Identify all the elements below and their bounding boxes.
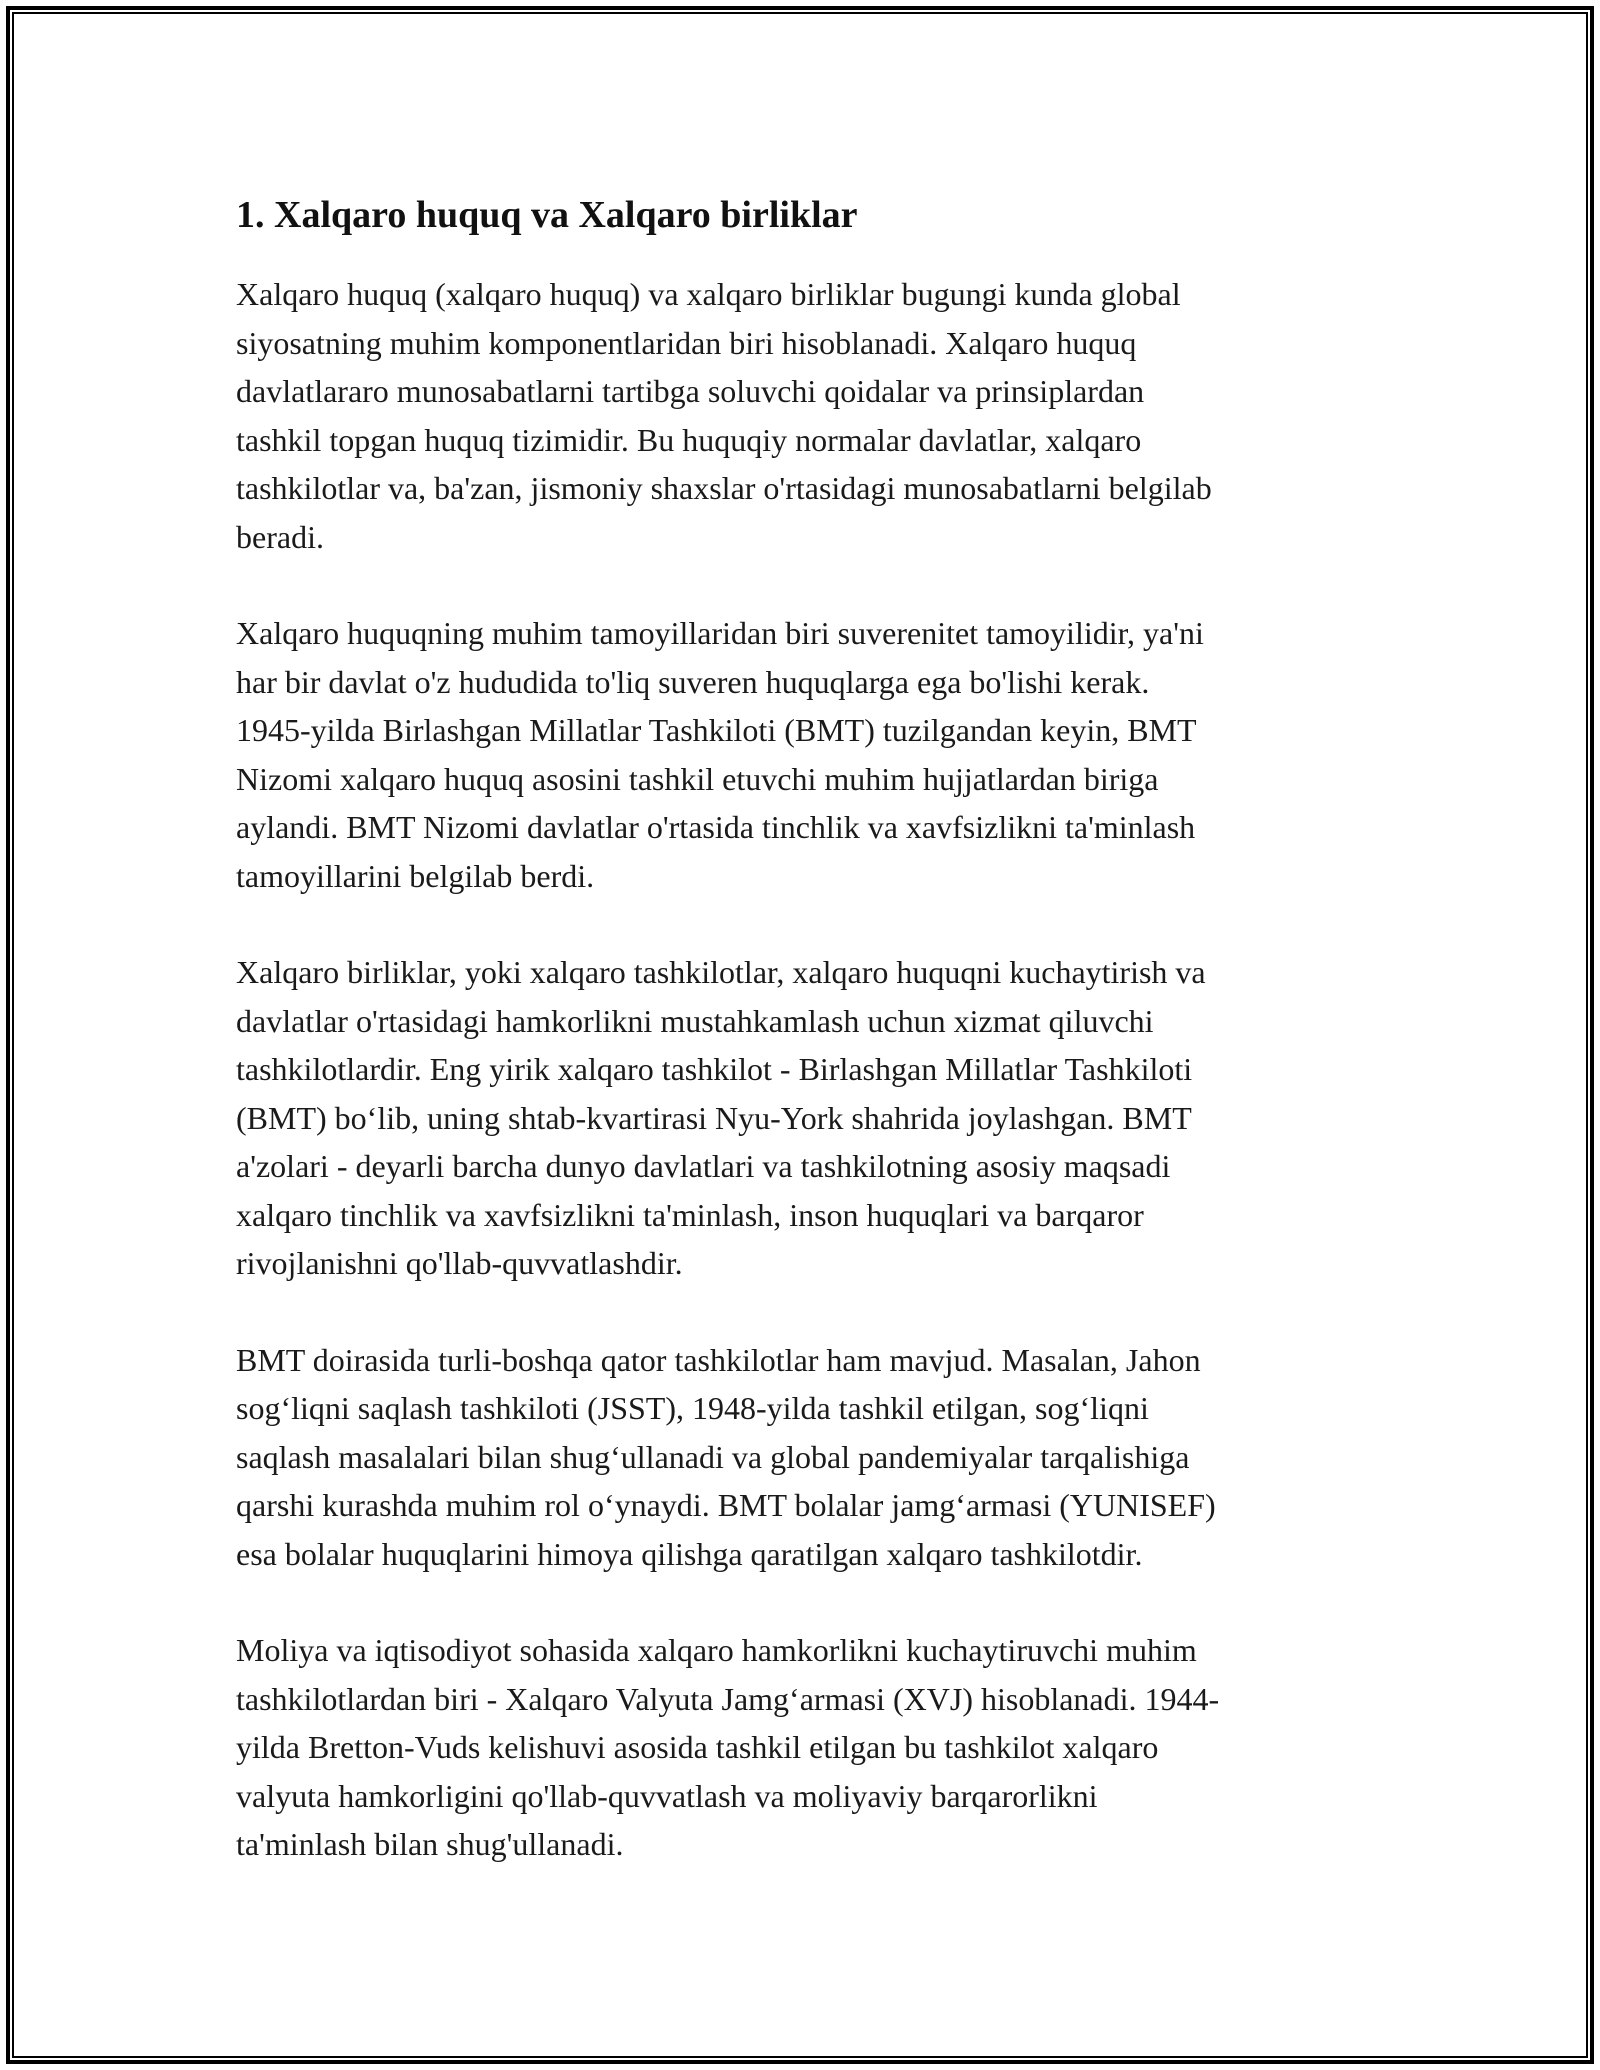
paragraph-un-agencies: BMT doirasida turli-boshqa qator tashkilotlar ham mavjud. Masalan, Jahon sog‘liqni saqlash tashkiloti (JSST), 1948-yilda tashkil etilgan, sog‘liqni saqlash masalalari bilan shug‘ullanadi va global pandemiyalar tarqalishiga qarshi kurashda muhim rol o‘ynaydi. BMT bolalar jamg‘armasi (YUNISEF) esa bolalar huquqlarini himoya qilishga qaratilgan xalqaro tashkilotdir. — [236, 1341, 1216, 1572]
paragraph-sovereignty: Xalqaro huquqning muhim tamoyillaridan biri suverenitet tamoyilidir, ya'ni har bir davlat o'z hududida to'liq suveren huquqlarga ega bo'lishi kerak. 1945-yilda Birlashgan Millatlar Tashkiloti (BMT) tuzilgandan keyin, BMT Nizomi xalqaro huquq asosini tashkil etuvchi muhim hujjatlardan biriga aylandi. BMT Nizomi davlatlar o'rtasida tinchlik va xavfsizlikni ta'minlash tamoyillarini belgilab berdi. — [236, 615, 1204, 894]
document-body — [236, 188, 1376, 1917]
paragraph-international-law: Xalqaro huquq (xalqaro huquq) va xalqaro birliklar bugungi kunda global siyosatning muhim komponentlaridan biri hisoblanadi. Xalqaro huquq davlatlararo munosabatlarni tartibga soluvchi qoidalar va prinsiplardan tashkil topgan huquq tizimidir. Bu huquqiy normalar davlatlar, xalqaro tashkilotlar va, ba'zan, jismoniy shaxslar o'rtasidagi munosabatlarni belgilab beradi. — [236, 276, 1212, 555]
section-heading: 1. Xalqaro huquq va Xalqaro birliklar — [236, 194, 858, 236]
paragraph-imf: Moliya va iqtisodiyot sohasida xalqaro hamkorlikni kuchaytiruvchi muhim tashkilotlardan biri - Xalqaro Valyuta Jamg‘armasi (XVJ) hisoblanadi. 1944- yilda Bretton-Vuds kelishuvi asosida tashkil etilgan bu tashkilot xalqaro valyuta hamkorligini qo'llab-quvvatlash va moliyaviy barqarorlikni ta'minlash bilan shug'ullanadi. — [236, 1632, 1220, 1862]
paragraph-international-organizations: Xalqaro birliklar, yoki xalqaro tashkilotlar, xalqaro huquqni kuchaytirish va davlatlar o'rtasidagi hamkorlikni mustahkamlash uchun xizmat qiluvchi tashkilotlardir. Eng yirik xalqaro tashkilot - Birlashgan Millatlar Tashkiloti (BMT) bo‘lib, uning shtab-kvartirasi Nyu-York shahrida joylashgan. BMT a'zolari - deyarli barcha dunyo davlatlari va tashkilotning asosiy maqsadi xalqaro tinchlik va xavfsizlikni ta'minlash, inson huquqlari va barqaror rivojlanishni qo'llab-quvvatlashdir. — [236, 954, 1206, 1281]
